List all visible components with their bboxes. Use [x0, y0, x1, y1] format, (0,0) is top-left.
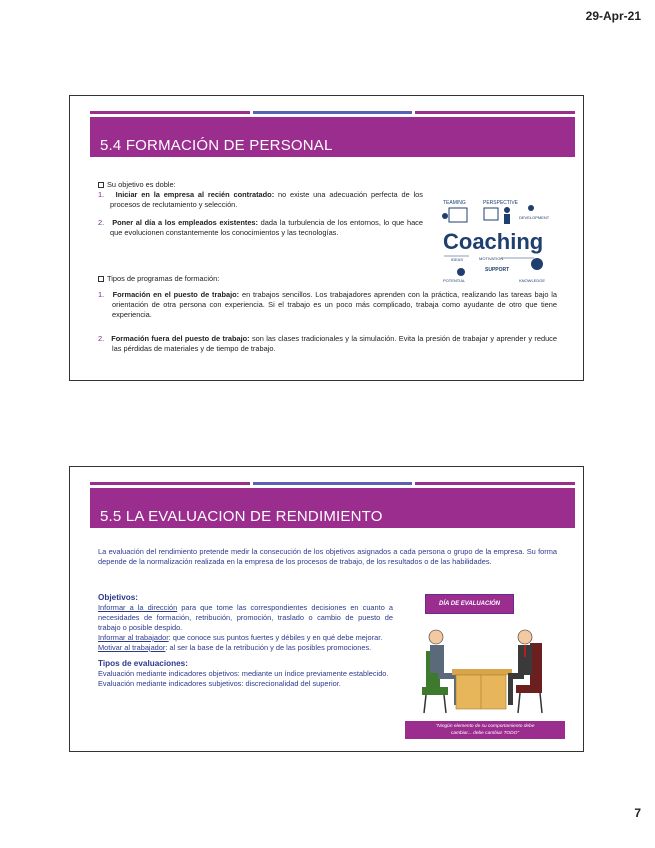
item-text: en trabajos sencillos. Los trabajadores aprenden con la práctica, realizando las tareas bajo la orientación de otra persona con experiencia. Si el trabajo es un poco más complicado, trabaja como ayudante de otro que tiene experiencia. — [112, 290, 557, 319]
tipo-item-1 — [98, 290, 557, 320]
quote-line-2: cambiar... debe cambiar TODO" — [450, 731, 520, 736]
slide-evaluacion-rendimiento — [69, 466, 584, 752]
checkbox-square-icon — [98, 276, 104, 282]
tipos-intro-text: Tipos de programas de formación: — [107, 274, 220, 283]
intro-text: Su objetivo es doble: — [107, 180, 176, 189]
cloud-label: DEVELOPMENT — [519, 215, 550, 220]
bar-2 — [253, 482, 413, 485]
slide-title: 5.4 FORMACIÓN DE PERSONAL — [100, 137, 333, 154]
top-decorative-bars — [90, 482, 575, 485]
objetivo-link: Informar a la dirección — [98, 603, 178, 612]
objetivo-text: : que conoce sus puntos fuertes y débiles y en qué debe mejorar. — [168, 633, 383, 642]
cloud-label: TEAMING — [443, 200, 466, 206]
cloud-label: KNOWLEDGE — [519, 278, 546, 283]
objetivos-block — [98, 180, 423, 238]
tipo-evaluacion-item: Evaluación mediante indicadores objetivos: mediante un índice previamente establecido. — [98, 669, 389, 678]
tipo-item-2 — [98, 334, 557, 354]
tipos-programas-block — [98, 274, 557, 354]
objetivo-link: Motivar al trabajador — [98, 643, 166, 652]
objetivos-heading: Objetivos: — [98, 593, 139, 602]
item-bold: Poner al día a los empleados existentes: — [112, 218, 259, 227]
cloud-label: IDEAS — [451, 257, 464, 262]
tipos-heading: Tipos de evaluaciones: — [98, 659, 188, 668]
quote-line-1: "Ningún elemento de su comportamiento debe — [435, 724, 535, 729]
cloud-label: MOTIVATION — [479, 256, 504, 261]
objetivo-item-3 — [98, 643, 393, 653]
cloud-label: POTENTIAL — [443, 278, 466, 283]
title-band — [90, 488, 575, 528]
objetivo-item-1 — [98, 190, 423, 210]
tipo-evaluacion-item: Evaluación mediante indicadores subjetivos: discrecionalidad del superior. — [98, 679, 341, 688]
objetivo-text: para que tome las correspondientes decisiones en cuanto a necesidades de formación, retribución, promoción, traslado o cambio de puesto de trabajo o posible despido. — [98, 603, 393, 632]
bar-3 — [415, 111, 575, 114]
tipos-intro-line — [98, 274, 557, 284]
top-decorative-bars — [90, 111, 575, 114]
item-text: no existe una adecuación perfecta de los procesos de reclutamiento y selección. — [110, 190, 423, 209]
bar-1 — [90, 482, 250, 485]
dia-evaluacion-label: DÍA DE EVALUACIÓN — [425, 594, 514, 614]
item-number: 2. — [98, 218, 105, 227]
bar-1 — [90, 111, 250, 114]
item-bold: Iniciar en la empresa al recién contratado: — [115, 190, 275, 199]
slide-formacion-personal — [69, 95, 584, 381]
bar-3 — [415, 482, 575, 485]
title-band — [90, 117, 575, 157]
objetivo-item-2 — [98, 218, 423, 238]
item-bold: Formación fuera del puesto de trabajo: — [111, 334, 250, 343]
page-number: 7 — [634, 806, 641, 820]
slide-title: 5.5 LA EVALUACION DE RENDIMIENTO — [100, 508, 383, 525]
objetivo-item-2 — [98, 633, 393, 643]
item-number: 2. — [98, 334, 105, 343]
item-text: dada la turbulencia de los entornos, lo que hace que evolucionen constantemente los conocimientos y las tecnologías. — [110, 218, 423, 237]
item-number: 1. — [98, 290, 105, 299]
item-bold: Formación en el puesto de trabajo: — [112, 290, 240, 299]
cloud-label: PERSPECTIVE — [483, 200, 519, 206]
cloud-label: SUPPORT — [485, 267, 510, 273]
intro-paragraph: La evaluación del rendimiento pretende medir la consecución de los objetivos asignados a cada persona o grupo de la empresa. Su forma depende de la normalización realizada en la empresa de los procesos de trabajo, de los resultados o de las habilidades. — [98, 547, 557, 566]
item-number: 1. — [98, 190, 105, 199]
objetivo-item-1 — [98, 603, 393, 633]
coaching-word: Coaching — [443, 229, 544, 254]
item-text: son las clases tradicionales y la simulación. Evita la presión de trabajar y aprender y reduce las pérdidas de materiales y de tiempo de trabajo. — [112, 334, 557, 353]
evaluation-cartoon-image — [412, 617, 552, 719]
intro-line — [98, 180, 423, 190]
cartoon-quote — [405, 721, 565, 739]
objetivo-link: Informar al trabajador — [98, 633, 169, 642]
evaluacion-intro — [98, 547, 557, 567]
objetivos-list — [98, 593, 393, 689]
checkbox-square-icon — [98, 182, 104, 188]
bar-2 — [253, 111, 413, 114]
objetivo-text: : al ser la base de la retribución y de las posibles promociones. — [165, 643, 372, 652]
page-date: 29-Apr-21 — [585, 9, 641, 23]
